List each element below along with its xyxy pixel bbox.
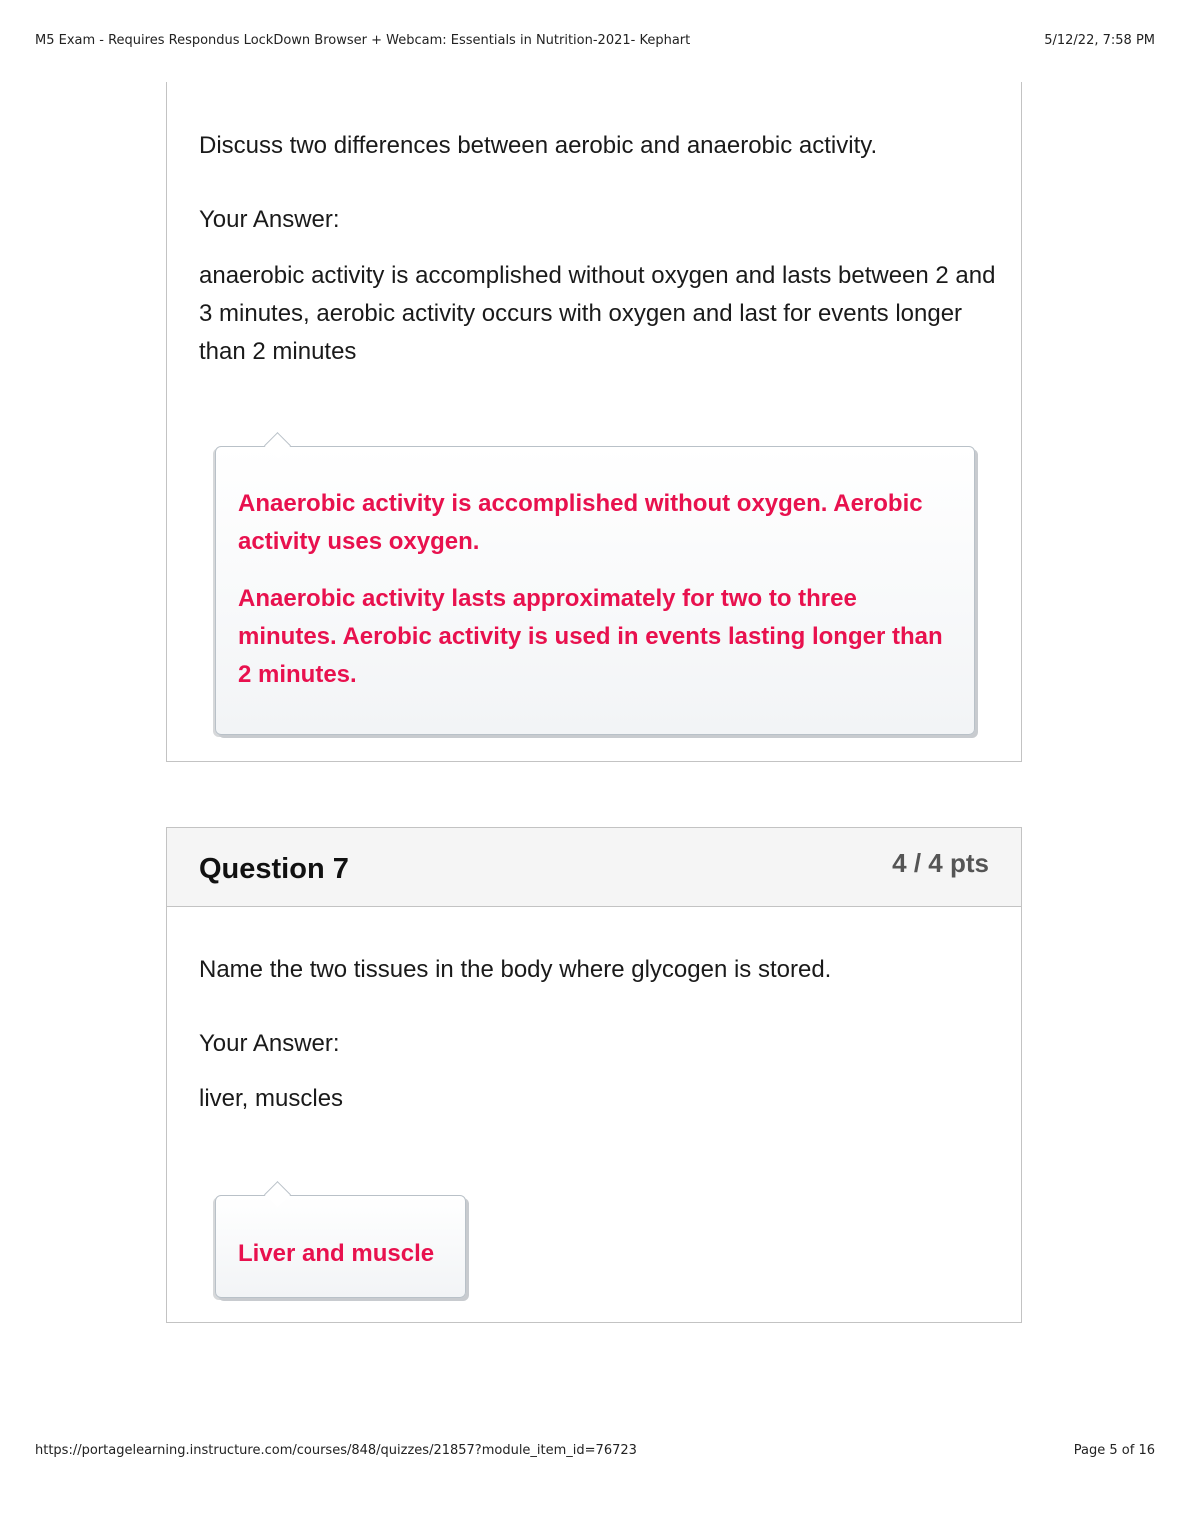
question-7-comment: Liver and muscle [238,1240,435,1267]
print-header-title: M5 Exam - Requires Respondus LockDown Browser + Webcam: Essentials in Nutrition-2021- Kephart [35,33,691,48]
question-7-prompt: Name the two tissues in the body where glycogen is stored. [199,956,832,983]
question-6-card [166,82,1022,762]
question-7-answer: liver, muscles [199,1085,344,1112]
question-7-points: 4 / 4 pts [892,848,989,878]
question-7-title: Question 7 [199,853,349,885]
comment-pointer [264,432,291,459]
question-7-card [166,827,1022,1323]
question-7-answer-label: Your Answer: [199,1030,340,1057]
question-6-prompt: Discuss two differences between aerobic and anaerobic activity. [199,132,878,159]
question-7-header [167,828,1021,907]
print-header-datetime: 5/12/22, 7:58 PM [1044,33,1155,48]
print-footer [35,1443,1155,1458]
question-7-comment-box [215,1195,466,1298]
question-6-comment-paragraph: Anaerobic activity is accomplished without oxygen. Aerobic activity uses oxygen. [238,490,923,555]
print-footer-url: https://portagelearning.instructure.com/courses/848/quizzes/21857?module_item_id=76723 [35,1443,637,1458]
question-6-answer: anaerobic activity is accomplished without oxygen and lasts between 2 and 3 minutes, aerobic activity occurs with oxygen and last for events longer than 2 minutes [199,262,996,365]
question-6-comment-box [215,446,975,735]
question-6-comment-paragraph: Anaerobic activity lasts approximately for two to three minutes. Aerobic activity is used in events lasting longer than 2 minutes. [238,585,943,688]
question-6-answer-label: Your Answer: [199,206,340,233]
print-footer-page: Page 5 of 16 [1073,1443,1155,1458]
print-header [35,33,1155,48]
comment-pointer [264,1181,291,1208]
